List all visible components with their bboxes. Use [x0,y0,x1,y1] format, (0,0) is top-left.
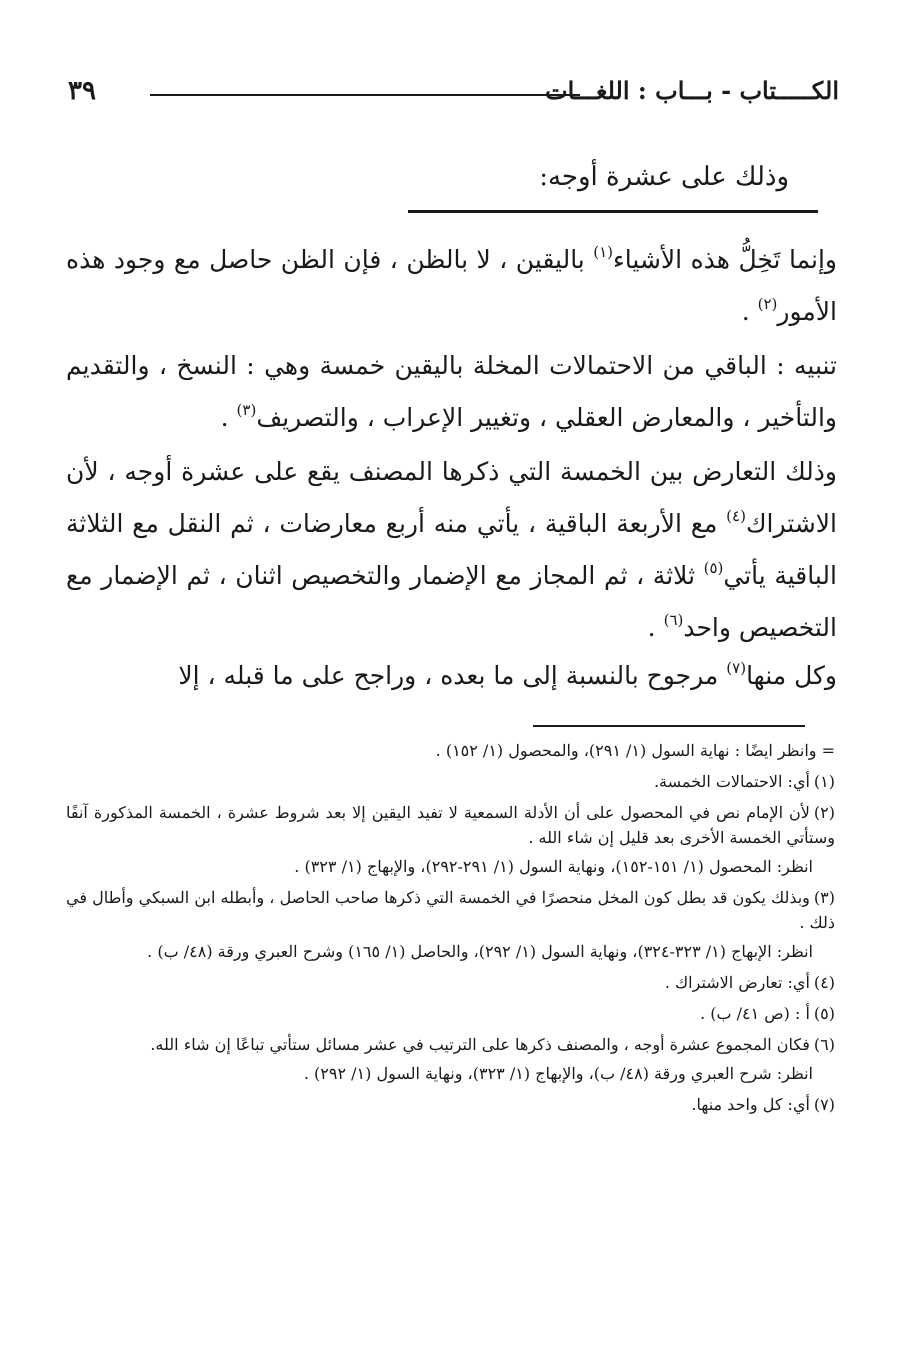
paragraph-1 [66,234,837,338]
footnote-4 [66,970,835,995]
paragraph-3-text-c: ثلاثة ، ثم المجاز مع الإضمار والتخصيص اثنان ، ثم الإضمار مع التخصيص واحد [66,561,837,642]
paragraph-3-text-d: . [647,613,664,642]
footnote-text: فكان المجموع عشرة أوجه ، والمصنف ذكرها على الترتيب في عشر مسائل ستأتي تباعًا إن شاء الله. [150,1035,810,1054]
paragraph-3-text-a: وذلك التعارض بين الخمسة التي ذكرها المصنف يقع على عشرة أوجه ، لأن الاشتراك [66,457,837,538]
footnote-number: (٦) [813,1035,835,1054]
paragraph-2-text-a: تنبيه : الباقي من الاحتمالات المخلة باليقين خمسة وهي : النسخ ، والتقديم والتأخير ، والمعارض العقلي ، وتغيير الإعراب ، والتصريف [66,351,837,432]
paragraph-2 [66,340,837,444]
footnote-number: (٤) [813,973,835,992]
paragraph-3 [66,446,837,654]
paragraph-4-text-a: وكل منها [746,661,837,690]
footnote-separator [533,725,805,727]
footnote-text: لأن الإمام نص في المحصول على أن الأدلة السمعية لا تفيد اليقين إلا بعد شروط عشرة ، الخمسة المذكورة آنفًا وستأتي الخمسة الأخرى بعد قليل إن شاء الله . [66,803,835,847]
header-title: الكـــــتاب - بـــاب : اللغـــات [545,76,839,105]
footnote-marker-5: (٥) [703,559,724,577]
footnote-continuation: = وانظر ايضًا : نهاية السول (١/ ٢٩١)، والمحصول (١/ ١٥٢) . [435,741,835,760]
footnote-2 [66,800,835,850]
header-rule [150,94,580,96]
footnote-text: وبذلك يكون قد بطل كون المخل منحصرًا في الخمسة التي ذكرها صاحب الحاصل ، وأبطله ابن السبكي وأطال في ذلك . [66,888,835,932]
footnote-number: (٧) [813,1095,835,1114]
footnote-marker-6: (٦) [663,611,684,629]
footnote-number: (٥) [813,1004,835,1023]
footnote-number: (٢) [813,803,835,822]
running-header [60,72,839,116]
paragraph-1-text-b: باليقين ، لا بالظن ، فإن الظن حاصل مع وجود هذه الأمور [66,245,837,326]
section-heading: وذلك على عشرة أوجه: [539,162,789,192]
paragraph-4 [66,650,837,702]
paragraph-2-text-b: . [220,403,237,432]
footnote-marker-3: (٣) [236,401,257,419]
page-number: ٣٩ [68,76,96,106]
footnotes [66,738,835,1123]
paragraph-4-text-b: مرجوح بالنسبة إلى ما بعده ، وراجح على ما قبله ، إلا [178,661,727,690]
footnote-marker-2: (٢) [757,295,778,313]
footnote-6 [66,1032,835,1057]
footnote-number: (٣) [813,888,835,907]
footnote-text: أ : (ص ٤١/ ب) . [700,1004,810,1023]
footnote-2-reference: انظر: المحصول (١/ ١٥١-١٥٢)، ونهاية السول (١/ ٢٩١-٢٩٢)، والإبهاج (١/ ٣٢٣) . [294,857,813,876]
footnote-6-reference: انظر: شرح العبري ورقة (٤٨/ ب)، والإبهاج (١/ ٣٢٣)، ونهاية السول (١/ ٢٩٢) . [303,1064,813,1083]
footnote-text: أي: الاحتمالات الخمسة. [653,772,810,791]
paragraph-1-text-a: وإنما تَخِلُّ هذه الأشياء [613,245,838,274]
footnote-3 [66,885,835,935]
footnote-1 [66,769,835,794]
footnote-text: أي: كل واحد منها. [691,1095,810,1114]
footnote-marker-1: (١) [593,243,614,261]
heading-rule [408,210,818,213]
footnote-text: أي: تعارض الاشتراك . [664,973,810,992]
footnote-3-reference: انظر: الإبهاج (١/ ٣٢٣-٣٢٤)، ونهاية السول (١/ ٢٩٢)، والحاصل (١/ ١٦٥) وشرح العبري ورقة (٤٨/ ب) . [147,942,813,961]
footnote-5 [66,1001,835,1026]
footnote-number: (١) [813,772,835,791]
footnote-7 [66,1092,835,1117]
paragraph-1-text-c: . [741,297,758,326]
paragraph-3-text-b: مع الأربعة الباقية ، يأتي منه أربع معارضات ، ثم النقل مع الثلاثة الباقية يأتي [66,509,837,590]
footnote-marker-4: (٤) [726,507,746,525]
footnote-marker-7: (٧) [726,659,747,677]
